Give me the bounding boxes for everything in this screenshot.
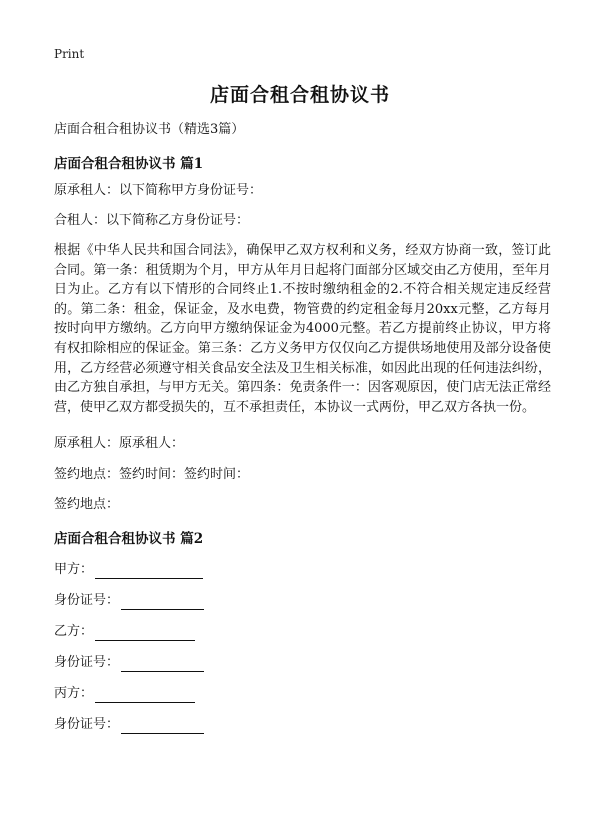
field-label: 甲方： xyxy=(54,562,94,577)
fill-in-line xyxy=(121,719,204,734)
field-party-c-id xyxy=(54,716,204,734)
field-party-a xyxy=(54,561,203,579)
field-label: 身份证号： xyxy=(54,655,120,670)
fill-in-line xyxy=(95,688,195,703)
section1-line-sign-place-time: 签约地点：签约时间：签约时间： xyxy=(54,467,250,482)
section1-line-cotenant: 合租人：以下简称乙方身份证号： xyxy=(54,213,250,228)
fill-in-line xyxy=(121,657,204,672)
section1-line-signature: 原承租人：原承租人： xyxy=(54,436,185,451)
print-label: Print xyxy=(54,47,85,61)
field-party-c xyxy=(54,685,195,703)
section1-line-lessee: 原承租人：以下简称甲方身份证号： xyxy=(54,183,263,198)
section1-body: 根据《中华人民共和国合同法》，确保甲乙双方权利和义务，经双方协商一致，签订此合同。第一条：租赁期为个月，甲方从年月日起将门面部分区域交由乙方使用，至年月日为止。乙方有以下情形的合同终止1.不按时缴纳租金的2.不符合相关规定违反经营的。第二条：租金，保证金，及水电费，物管费的约定租金每月20xx元整，乙方每月按时向甲方缴纳。乙方向甲方缴纳保证金为4000元整。若乙方提前终止协议，甲方将有权扣除相应的保证金。第三条：乙方义务甲方仅仅向乙方提供场地使用及部分设备使用，乙方经营必须遵守相关食品安全法及卫生相关标准，如因此出现的任何违法纠纷，由乙方独自承担，与甲方无关。第四条：免责条件一：因客观原因，使门店无法正常经营，使甲乙双方都受损失的，互不承担责任，本协议一式两份，甲乙双方各执一份。 xyxy=(54,243,551,415)
document-title: 店面合租合租协议书 xyxy=(209,84,390,106)
field-party-b xyxy=(54,623,195,641)
field-party-a-id xyxy=(54,592,204,610)
fill-in-line xyxy=(95,626,195,641)
field-label: 乙方： xyxy=(54,624,94,639)
fill-in-line xyxy=(95,564,203,579)
field-label: 丙方： xyxy=(54,686,94,701)
document-subtitle: 店面合租合租协议书（精选3篇） xyxy=(54,122,245,137)
field-label: 身份证号： xyxy=(54,593,120,608)
section1-line-sign-place: 签约地点： xyxy=(54,497,120,512)
section2-heading: 店面合租合租协议书 篇2 xyxy=(54,531,204,547)
fill-in-line xyxy=(121,595,204,610)
field-label: 身份证号： xyxy=(54,717,120,732)
section1-heading: 店面合租合租协议书 篇1 xyxy=(54,156,204,172)
field-party-b-id xyxy=(54,654,204,672)
